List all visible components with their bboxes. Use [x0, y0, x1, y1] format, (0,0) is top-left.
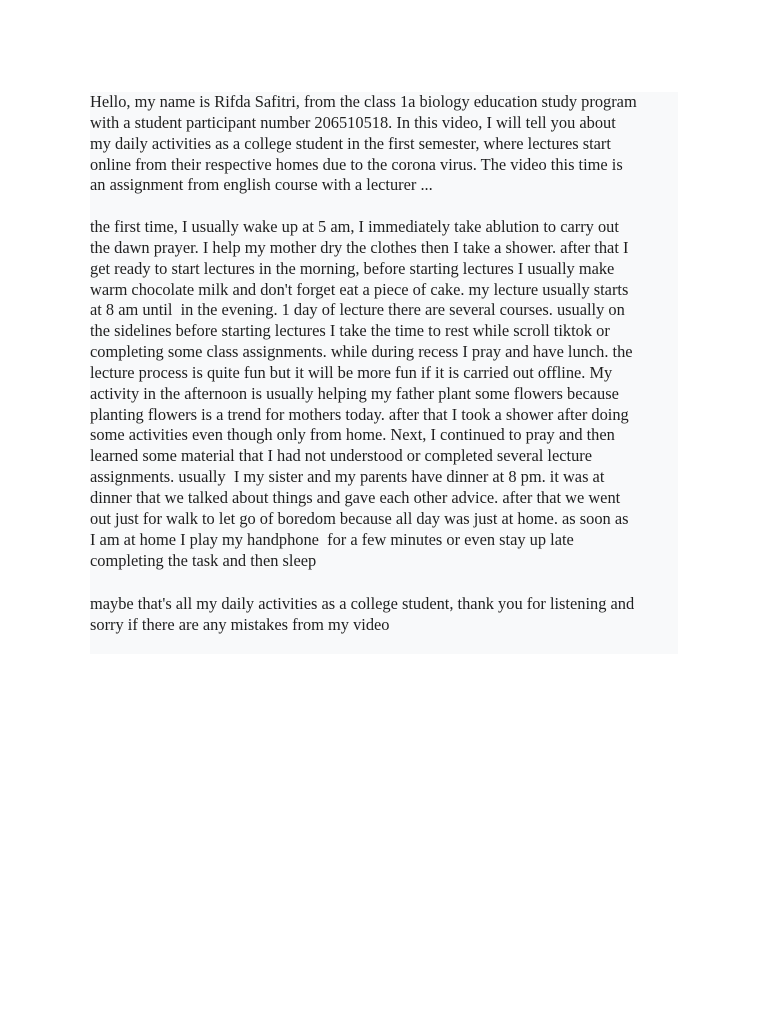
closing-paragraph: maybe that's all my daily activities as a college student, thank you for listening and sorry if there are any mistakes from my video [90, 594, 635, 634]
text-block [90, 92, 678, 654]
daily-activities-paragraph: the first time, I usually wake up at 5 am, I immediately take ablution to carry out the dawn prayer. I help my mother dry the clothes then I take a shower. after that I get ready to start lectures in the morning, before starting lectures I usually make warm chocolate milk and don't forget eat a piece of cake. my lecture usually starts at 8 am until in the evening. 1 day of lecture there are several courses. usually on the sidelines before starting lectures I take the time to rest while scroll tiktok or completing some class assignments. while during recess I pray and have lunch. the lecture process is quite fun but it will be more fun if it is carried out offline. My activity in the afternoon is usually helping my father plant some flowers because planting flowers is a trend for mothers today. after that I took a shower after doing some activities even though only from home. Next, I continued to pray and then learned some material that I had not understood or completed several lecture assignments. usually I my sister and my parents have dinner at 8 pm. it was at dinner that we talked about things and gave each other advice. after that we went out just for walk to let go of boredom because all day was just at home. as soon as I am at home I play my handphone for a few minutes or even stay up late completing the task and then sleep [90, 217, 633, 570]
intro-paragraph: Hello, my name is Rifda Safitri, from the class 1a biology education study program with a student participant number 206510518. In this video, I will tell you about my daily activities as a college student in the first semester, where lectures start online from their respective homes due to the corona virus. The video this time is an assignment from english course with a lecturer ... [90, 92, 637, 195]
